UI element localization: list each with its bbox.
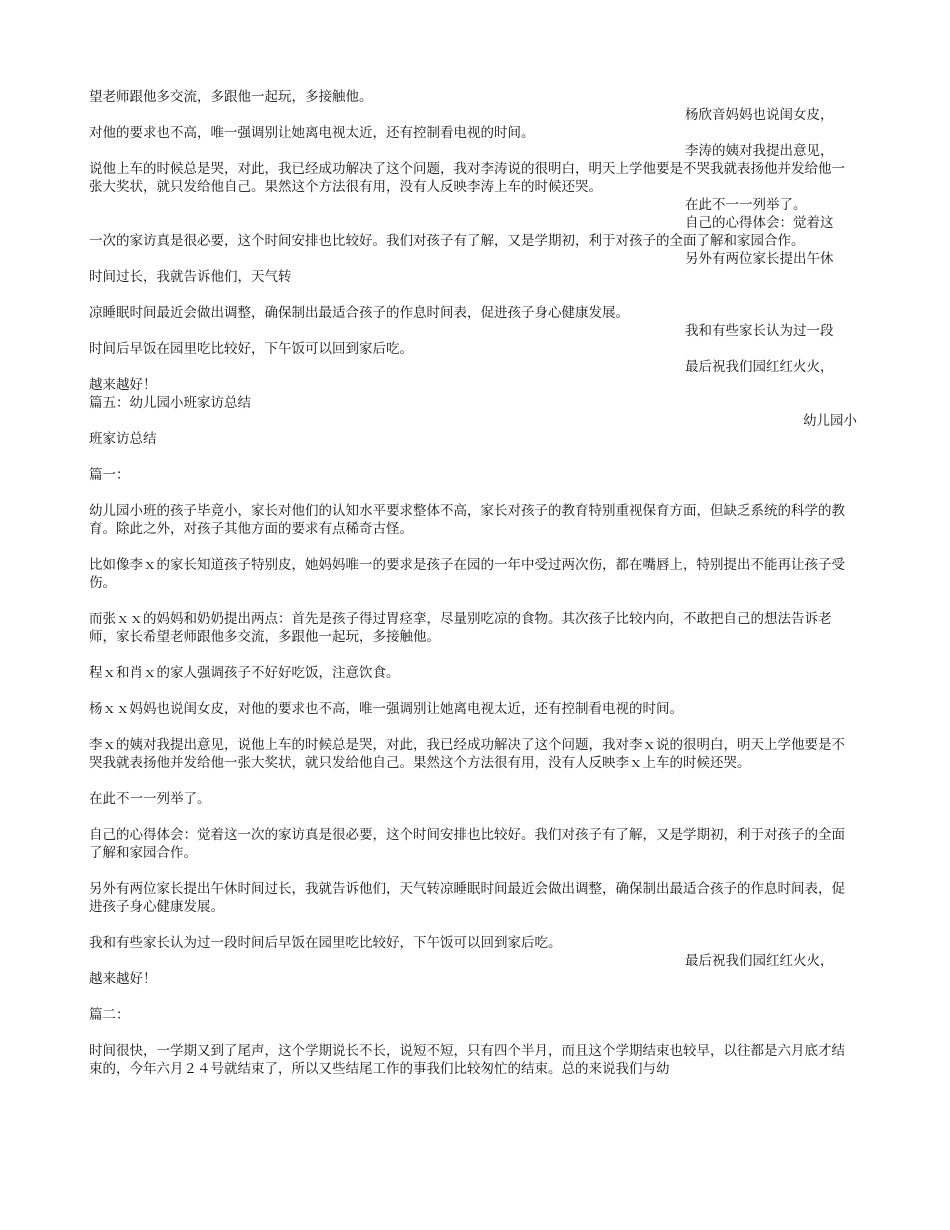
paragraph: 李ｘ的姨对我提出意见，说他上车的时候总是哭，对此，我已经成功解决了这个问题，我对李ｘ说的很明白，明天上学他要是不哭我就表扬他并发给他一张大奖状，就只发给他自己。果然这个方法很有用，没有人反映李ｘ上车的时候还哭。 — [89, 737, 845, 771]
section-label: 篇二： — [89, 1007, 130, 1023]
paragraph: 在此不一一列举了。 — [89, 791, 211, 807]
paragraph: 时间很快，一学期又到了尾声，这个学期说长不长，说短不短，只有四个半月，而且这个学期结束也较早，以往都是六月底才结束的，今年六月２４号就结束了，所以又些结尾工作的事我们比较匆忙的结束。总的来说我们与幼 — [89, 1043, 845, 1077]
text-line: 自己的心得体会：觉着这 — [685, 215, 834, 231]
text-line: 最后祝我们园红红火火， — [685, 953, 834, 969]
paragraph: 而张ｘｘ的妈妈和奶奶提出两点：首先是孩子得过胃痉挛，尽量别吃凉的食物。其次孩子比较内向，不敢把自己的想法告诉老师，家长希望老师跟他多交流，多跟他一起玩，多接触他。 — [89, 611, 832, 645]
text-line: 对他的要求也不高，唯一强调别让她离电视太近，还有控制看电视的时间。 — [89, 125, 535, 141]
paragraph: 比如像李ｘ的家长知道孩子特别皮，她妈妈唯一的要求是孩子在园的一年中受过两次伤，都在嘴唇上，特别提出不能再让孩子受伤。 — [89, 557, 845, 591]
text-line: 望老师跟他多交流，多跟他一起玩，多接触他。 — [89, 89, 373, 105]
text-line: 最后祝我们园红红火火， — [685, 359, 834, 375]
text-line: 凉睡眠时间最近会做出调整，确保制出最适合孩子的作息时间表，促进孩子身心健康发展。 — [89, 305, 629, 321]
text-line: 越来越好！ — [89, 377, 157, 393]
text-line: 杨欣音妈妈也说闺女皮， — [685, 107, 834, 123]
text-line: 在此不一一列举了。 — [685, 197, 807, 213]
paragraph: 一次的家访真是很必要，这个时间安排也比较好。我们对孩子有了解，又是学期初，利于对孩子的全面了解和家园合作。 — [89, 233, 805, 249]
section-heading: 篇五：幼儿园小班家访总结 — [89, 395, 251, 411]
blank-line — [89, 448, 857, 466]
document-page — [89, 88, 857, 1078]
paragraph: 杨ｘｘ妈妈也说闺女皮，对他的要求也不高，唯一强调别让她离电视太近，还有控制看电视的时间。 — [89, 701, 683, 717]
paragraph: 说他上车的时候总是哭，对此，我已经成功解决了这个问题，我对李涛说的很明白，明天上学他要是不哭我就表扬他并发给他一张大奖状，就只发给他自己。果然这个方法很有用，没有人反映李涛上车的时候还哭。 — [89, 161, 845, 195]
blank-line — [89, 286, 857, 304]
paragraph: 我和有些家长认为过一段时间后早饭在园里吃比较好，下午饭可以回到家后吃。 — [89, 935, 562, 951]
text-line: 李涛的姨对我提出意见， — [685, 143, 834, 159]
text-line: 时间后早饭在园里吃比较好，下午饭可以回到家后吃。 — [89, 341, 413, 357]
title-fragment: 班家访总结 — [89, 431, 157, 447]
paragraph: 另外有两位家长提出午休时间过长，我就告诉他们，天气转凉睡眠时间最近会做出调整，确保制出最适合孩子的作息时间表，促进孩子身心健康发展。 — [89, 881, 845, 915]
text-line: 时间过长，我就告诉他们，天气转 — [89, 269, 292, 285]
paragraph: 幼儿园小班的孩子毕竟小，家长对他们的认知水平要求整体不高，家长对孩子的教育特别重视保育方面，但缺乏系统的科学的教育。除此之外，对孩子其他方面的要求有点稀奇古怪。 — [89, 503, 845, 537]
title-fragment: 幼儿园小 — [803, 413, 857, 429]
section-label: 篇一： — [89, 467, 130, 483]
paragraph: 程ｘ和肖ｘ的家人强调孩子不好好吃饭，注意饮食。 — [89, 665, 400, 681]
text-line: 另外有两位家长提出午休 — [685, 251, 834, 267]
paragraph: 自己的心得体会：觉着这一次的家访真是很必要，这个时间安排也比较好。我们对孩子有了解，又是学期初，利于对孩子的全面了解和家园合作。 — [89, 827, 845, 861]
text-line: 我和有些家长认为过一段 — [685, 323, 834, 339]
paragraph: 越来越好！ — [89, 971, 157, 987]
